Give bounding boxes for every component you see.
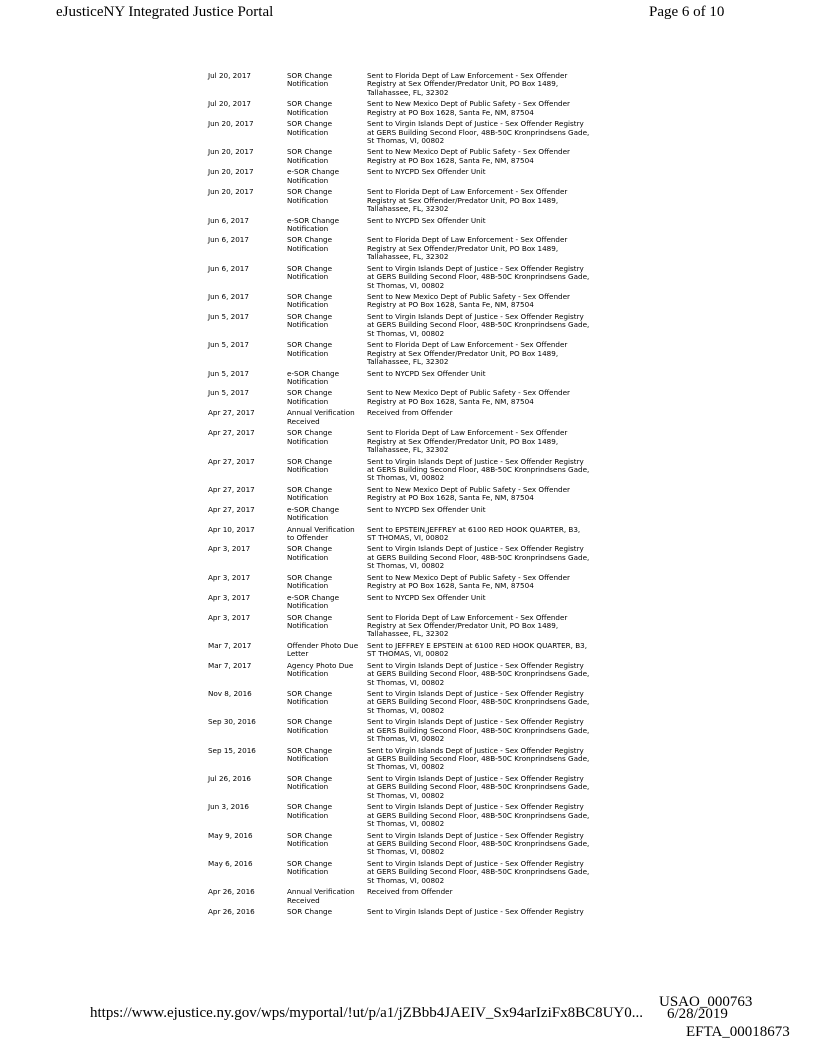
- table-row: [0, 642, 816, 662]
- row-event-type: SOR Change Notification: [287, 544, 333, 562]
- table-row: [0, 370, 816, 390]
- row-date: Jun 5, 2017: [208, 388, 249, 398]
- row-date: May 6, 2016: [208, 858, 253, 868]
- row-description: Sent to Florida Dept of Law Enforcement - Sex Offender Registry at Sex Offender/Predator Unit, PO Box 1489, Tallahassee, FL, 32302: [367, 340, 568, 367]
- row-date: Apr 26, 2016: [208, 907, 255, 916]
- table-row: [0, 594, 816, 614]
- row-description: Sent to New Mexico Dept of Public Safety - Sex Offender Registry at PO Box 1628, Santa Fe, NM, 87504: [367, 484, 570, 503]
- row-date: Jun 5, 2017: [208, 340, 249, 350]
- row-date: Jun 20, 2017: [208, 187, 254, 197]
- row-description: Sent to Florida Dept of Law Enforcement - Sex Offender Registry at Sex Offender/Predator Unit, PO Box 1489, Tallahassee, FL, 32302: [367, 187, 568, 214]
- table-row: [0, 775, 816, 803]
- row-date: Sep 30, 2016: [208, 717, 256, 727]
- table-row: [0, 747, 816, 775]
- row-description: Sent to New Mexico Dept of Public Safety - Sex Offender Registry at PO Box 1628, Santa Fe, NM, 87504: [367, 572, 570, 591]
- row-event-type: SOR Change Notification: [287, 612, 333, 630]
- row-event-type: SOR Change Notification: [287, 456, 333, 474]
- row-description: Sent to Virgin Islands Dept of Justice - Sex Offender Registry at GERS Building Second Floor, 48B-50C Kronprindsens Gade, St Thomas, VI, 00802: [367, 802, 590, 829]
- table-row: [0, 389, 816, 409]
- row-description: Sent to Virgin Islands Dept of Justice - Sex Offender Registry at GERS Building Second Floor, 48B-50C Kronprindsens Gade, St Thomas, VI, 00802: [367, 263, 590, 290]
- row-event-type: e-SOR Change Notification: [287, 215, 340, 233]
- table-row: [0, 860, 816, 888]
- row-event-type: SOR Change Notification: [287, 572, 333, 591]
- row-description: Sent to Virgin Islands Dept of Justice - Sex Offender Registry at GERS Building Second Floor, 48B-50C Kronprindsens Gade, St Thomas, VI, 00802: [367, 119, 590, 145]
- table-row: [0, 293, 816, 313]
- row-event-type: SOR Change Notification: [287, 311, 333, 330]
- table-row: [0, 458, 816, 486]
- row-description: Sent to JEFFREY E EPSTEIN at 6100 RED HOOK QUARTER, B3, ST THOMAS, VI, 00802: [367, 640, 588, 659]
- row-date: Mar 7, 2017: [208, 660, 252, 670]
- table-row: [0, 341, 816, 369]
- table-row: [0, 236, 816, 264]
- row-date: Nov 8, 2016: [208, 689, 252, 699]
- row-event-type: SOR Change Notification: [287, 147, 333, 165]
- row-event-type: SOR Change Notification: [287, 119, 333, 137]
- row-event-type: SOR Change Notification: [287, 802, 333, 820]
- row-event-type: Offender Photo Due Letter: [287, 640, 359, 659]
- row-description: Sent to Virgin Islands Dept of Justice - Sex Offender Registry at GERS Building Second Floor, 48B-50C Kronprindsens Gade, St Thomas, VI, 00802: [367, 456, 590, 483]
- row-description: Sent to Florida Dept of Law Enforcement - Sex Offender Registry at Sex Offender/Predator Unit, PO Box 1489, Tallahassee, FL, 32302: [367, 612, 568, 639]
- row-date: Jun 20, 2017: [208, 167, 254, 177]
- row-date: Jul 26, 2016: [208, 773, 251, 783]
- row-description: Sent to Virgin Islands Dept of Justice - Sex Offender Registry at GERS Building Second Floor, 48B-50C Kronprindsens Gade, St Thomas, VI, 00802: [367, 717, 590, 744]
- row-event-type: Annual Verification to Offender: [287, 524, 355, 542]
- row-date: Jun 20, 2017: [208, 119, 254, 129]
- table-row: [0, 100, 816, 120]
- table-row: [0, 545, 816, 573]
- row-description: Sent to Virgin Islands Dept of Justice - Sex Offender Registry at GERS Building Second Floor, 48B-50C Kronprindsens Gade, St Thomas, VI, 00802: [367, 745, 590, 772]
- page-url: https://www.ejustice.ny.gov/wps/myportal/!ut/p/a1/jZBbb4JAEIV_Sx94arIziFx8BC8UY0...: [90, 1005, 644, 1021]
- row-description: Sent to Florida Dept of Law Enforcement - Sex Offender Registry at Sex Offender/Predator Unit, PO Box 1489, Tallahassee, FL, 32302: [367, 428, 568, 455]
- row-date: Apr 26, 2016: [208, 887, 255, 897]
- row-event-type: SOR Change Notification: [287, 99, 333, 117]
- row-event-type: SOR Change Notification: [287, 263, 333, 282]
- table-row: [0, 168, 816, 188]
- row-date: Jun 20, 2017: [208, 147, 254, 157]
- event-history-table: [0, 72, 816, 920]
- table-row: [0, 506, 816, 526]
- row-date: Jul 20, 2017: [208, 71, 251, 80]
- row-date: Jun 6, 2017: [208, 235, 249, 245]
- row-event-type: e-SOR Change Notification: [287, 592, 340, 611]
- row-date: Jun 5, 2017: [208, 368, 249, 378]
- table-row: [0, 614, 816, 642]
- row-date: Apr 27, 2017: [208, 456, 255, 466]
- row-description: Sent to Virgin Islands Dept of Justice - Sex Offender Registry at GERS Building Second Floor, 48B-50C Kronprindsens Gade, St Thomas, VI, 00802: [367, 689, 590, 715]
- row-date: Jun 6, 2017: [208, 215, 249, 225]
- row-event-type: Annual Verification Received: [287, 408, 355, 426]
- row-description: Sent to Florida Dept of Law Enforcement - Sex Offender Registry at Sex Offender/Predator Unit, PO Box 1489, Tallahassee, FL, 32302: [367, 235, 568, 262]
- row-date: Jun 6, 2017: [208, 263, 249, 273]
- row-description: Sent to Virgin Islands Dept of Justice - Sex Offender Registry at GERS Building Second Floor, 48B-50C Kronprindsens Gade, St Thomas, VI, 00802: [367, 773, 590, 800]
- row-event-type: SOR Change Notification: [287, 858, 333, 877]
- row-date: Apr 3, 2017: [208, 544, 251, 554]
- row-description: Sent to New Mexico Dept of Public Safety - Sex Offender Registry at PO Box 1628, Santa Fe, NM, 87504: [367, 388, 570, 406]
- row-date: Apr 10, 2017: [208, 524, 255, 534]
- row-event-type: SOR Change Notification: [287, 292, 333, 310]
- row-date: Sep 15, 2016: [208, 745, 256, 755]
- portal-title: eJusticeNY Integrated Justice Portal: [56, 4, 274, 20]
- row-description: Sent to Virgin Islands Dept of Justice - Sex Offender Registry: [367, 907, 584, 916]
- table-row: [0, 148, 816, 168]
- row-date: Apr 27, 2017: [208, 428, 255, 438]
- row-description: Sent to New Mexico Dept of Public Safety - Sex Offender Registry at PO Box 1628, Santa Fe, NM, 87504: [367, 292, 570, 310]
- table-row: [0, 313, 816, 341]
- row-description: Sent to NYCPD Sex Offender Unit: [367, 368, 486, 378]
- row-description: Sent to New Mexico Dept of Public Safety - Sex Offender Registry at PO Box 1628, Santa Fe, NM, 87504: [367, 99, 570, 117]
- table-row: [0, 188, 816, 216]
- table-row: [0, 803, 816, 831]
- row-date: Apr 3, 2017: [208, 612, 251, 622]
- row-date: Apr 3, 2017: [208, 592, 251, 602]
- table-row: [0, 120, 816, 148]
- row-event-type: Annual Verification Received: [287, 887, 355, 905]
- row-description: Sent to New Mexico Dept of Public Safety - Sex Offender Registry at PO Box 1628, Santa Fe, NM, 87504: [367, 147, 570, 165]
- row-event-type: SOR Change Notification: [287, 187, 333, 205]
- table-row: [0, 662, 816, 690]
- row-event-type: SOR Change Notification: [287, 388, 333, 406]
- table-row: [0, 265, 816, 293]
- table-row: [0, 526, 816, 546]
- table-row: [0, 832, 816, 860]
- row-description: Received from Offender: [367, 408, 453, 418]
- table-row: [0, 217, 816, 237]
- row-event-type: SOR Change Notification: [287, 235, 333, 253]
- row-event-type: SOR Change Notification: [287, 689, 333, 707]
- table-row: [0, 718, 816, 746]
- row-description: Sent to EPSTEIN,JEFFREY at 6100 RED HOOK QUARTER, B3, ST THOMAS, VI, 00802: [367, 524, 581, 542]
- table-row: [0, 409, 816, 429]
- row-date: Mar 7, 2017: [208, 640, 252, 650]
- row-description: Sent to Virgin Islands Dept of Justice - Sex Offender Registry at GERS Building Second Floor, 48B-50C Kronprindsens Gade, St Thomas, VI, 00802: [367, 830, 590, 857]
- row-date: Jun 6, 2017: [208, 292, 249, 302]
- table-row: [0, 72, 816, 100]
- row-description: Sent to NYCPD Sex Offender Unit: [367, 592, 486, 602]
- row-description: Sent to Virgin Islands Dept of Justice - Sex Offender Registry at GERS Building Second Floor, 48B-50C Kronprindsens Gade, St Thomas, VI, 00802: [367, 544, 590, 571]
- row-description: Sent to Virgin Islands Dept of Justice - Sex Offender Registry at GERS Building Second Floor, 48B-50C Kronprindsens Gade, St Thomas, VI, 00802: [367, 311, 590, 338]
- row-description: Sent to NYCPD Sex Offender Unit: [367, 504, 486, 514]
- row-description: Sent to NYCPD Sex Offender Unit: [367, 167, 486, 177]
- bates-stamp-efta: EFTA_00018673: [686, 1024, 790, 1040]
- row-description: Sent to Virgin Islands Dept of Justice - Sex Offender Registry at GERS Building Second Floor, 48B-50C Kronprindsens Gade, St Thomas, VI, 00802: [367, 858, 590, 885]
- row-description: Sent to NYCPD Sex Offender Unit: [367, 215, 486, 225]
- row-event-type: SOR Change Notification: [287, 717, 333, 735]
- row-event-type: SOR Change Notification: [287, 773, 333, 792]
- row-event-type: SOR Change Notification: [287, 830, 333, 848]
- row-description: Sent to Florida Dept of Law Enforcement - Sex Offender Registry at Sex Offender/Predator Unit, PO Box 1489, Tallahassee, FL, 32302: [367, 71, 568, 97]
- table-row: [0, 429, 816, 457]
- print-date: 6/28/2019: [667, 1006, 728, 1022]
- row-event-type: e-SOR Change Notification: [287, 167, 340, 185]
- table-row: [0, 888, 816, 908]
- table-row: [0, 574, 816, 594]
- row-event-type: SOR Change Notification: [287, 484, 333, 503]
- table-row: [0, 486, 816, 506]
- row-date: Apr 27, 2017: [208, 408, 255, 418]
- row-date: Jun 5, 2017: [208, 311, 249, 321]
- row-event-type: e-SOR Change Notification: [287, 368, 340, 386]
- row-date: Jun 3, 2016: [208, 802, 249, 812]
- row-date: May 9, 2016: [208, 830, 253, 840]
- row-event-type: SOR Change Notification: [287, 71, 333, 89]
- row-date: Jul 20, 2017: [208, 99, 251, 109]
- row-date: Apr 27, 2017: [208, 484, 255, 494]
- row-event-type: SOR Change Notification: [287, 340, 333, 358]
- row-event-type: Agency Photo Due Notification: [287, 660, 354, 679]
- row-description: Sent to Virgin Islands Dept of Justice - Sex Offender Registry at GERS Building Second Floor, 48B-50C Kronprindsens Gade, St Thomas, VI, 00802: [367, 660, 590, 687]
- row-event-type: SOR Change Notification: [287, 428, 333, 446]
- row-date: Apr 27, 2017: [208, 504, 255, 514]
- bates-stamp-usao: USAO_000763: [659, 994, 753, 1010]
- row-date: Apr 3, 2017: [208, 572, 251, 582]
- row-event-type: SOR Change Notification: [287, 745, 333, 764]
- table-row: [0, 690, 816, 718]
- table-row: [0, 908, 816, 920]
- row-event-type: e-SOR Change Notification: [287, 504, 340, 523]
- row-event-type: SOR Change: [287, 907, 333, 916]
- row-description: Received from Offender: [367, 887, 453, 897]
- page-number: Page 6 of 10: [649, 4, 725, 20]
